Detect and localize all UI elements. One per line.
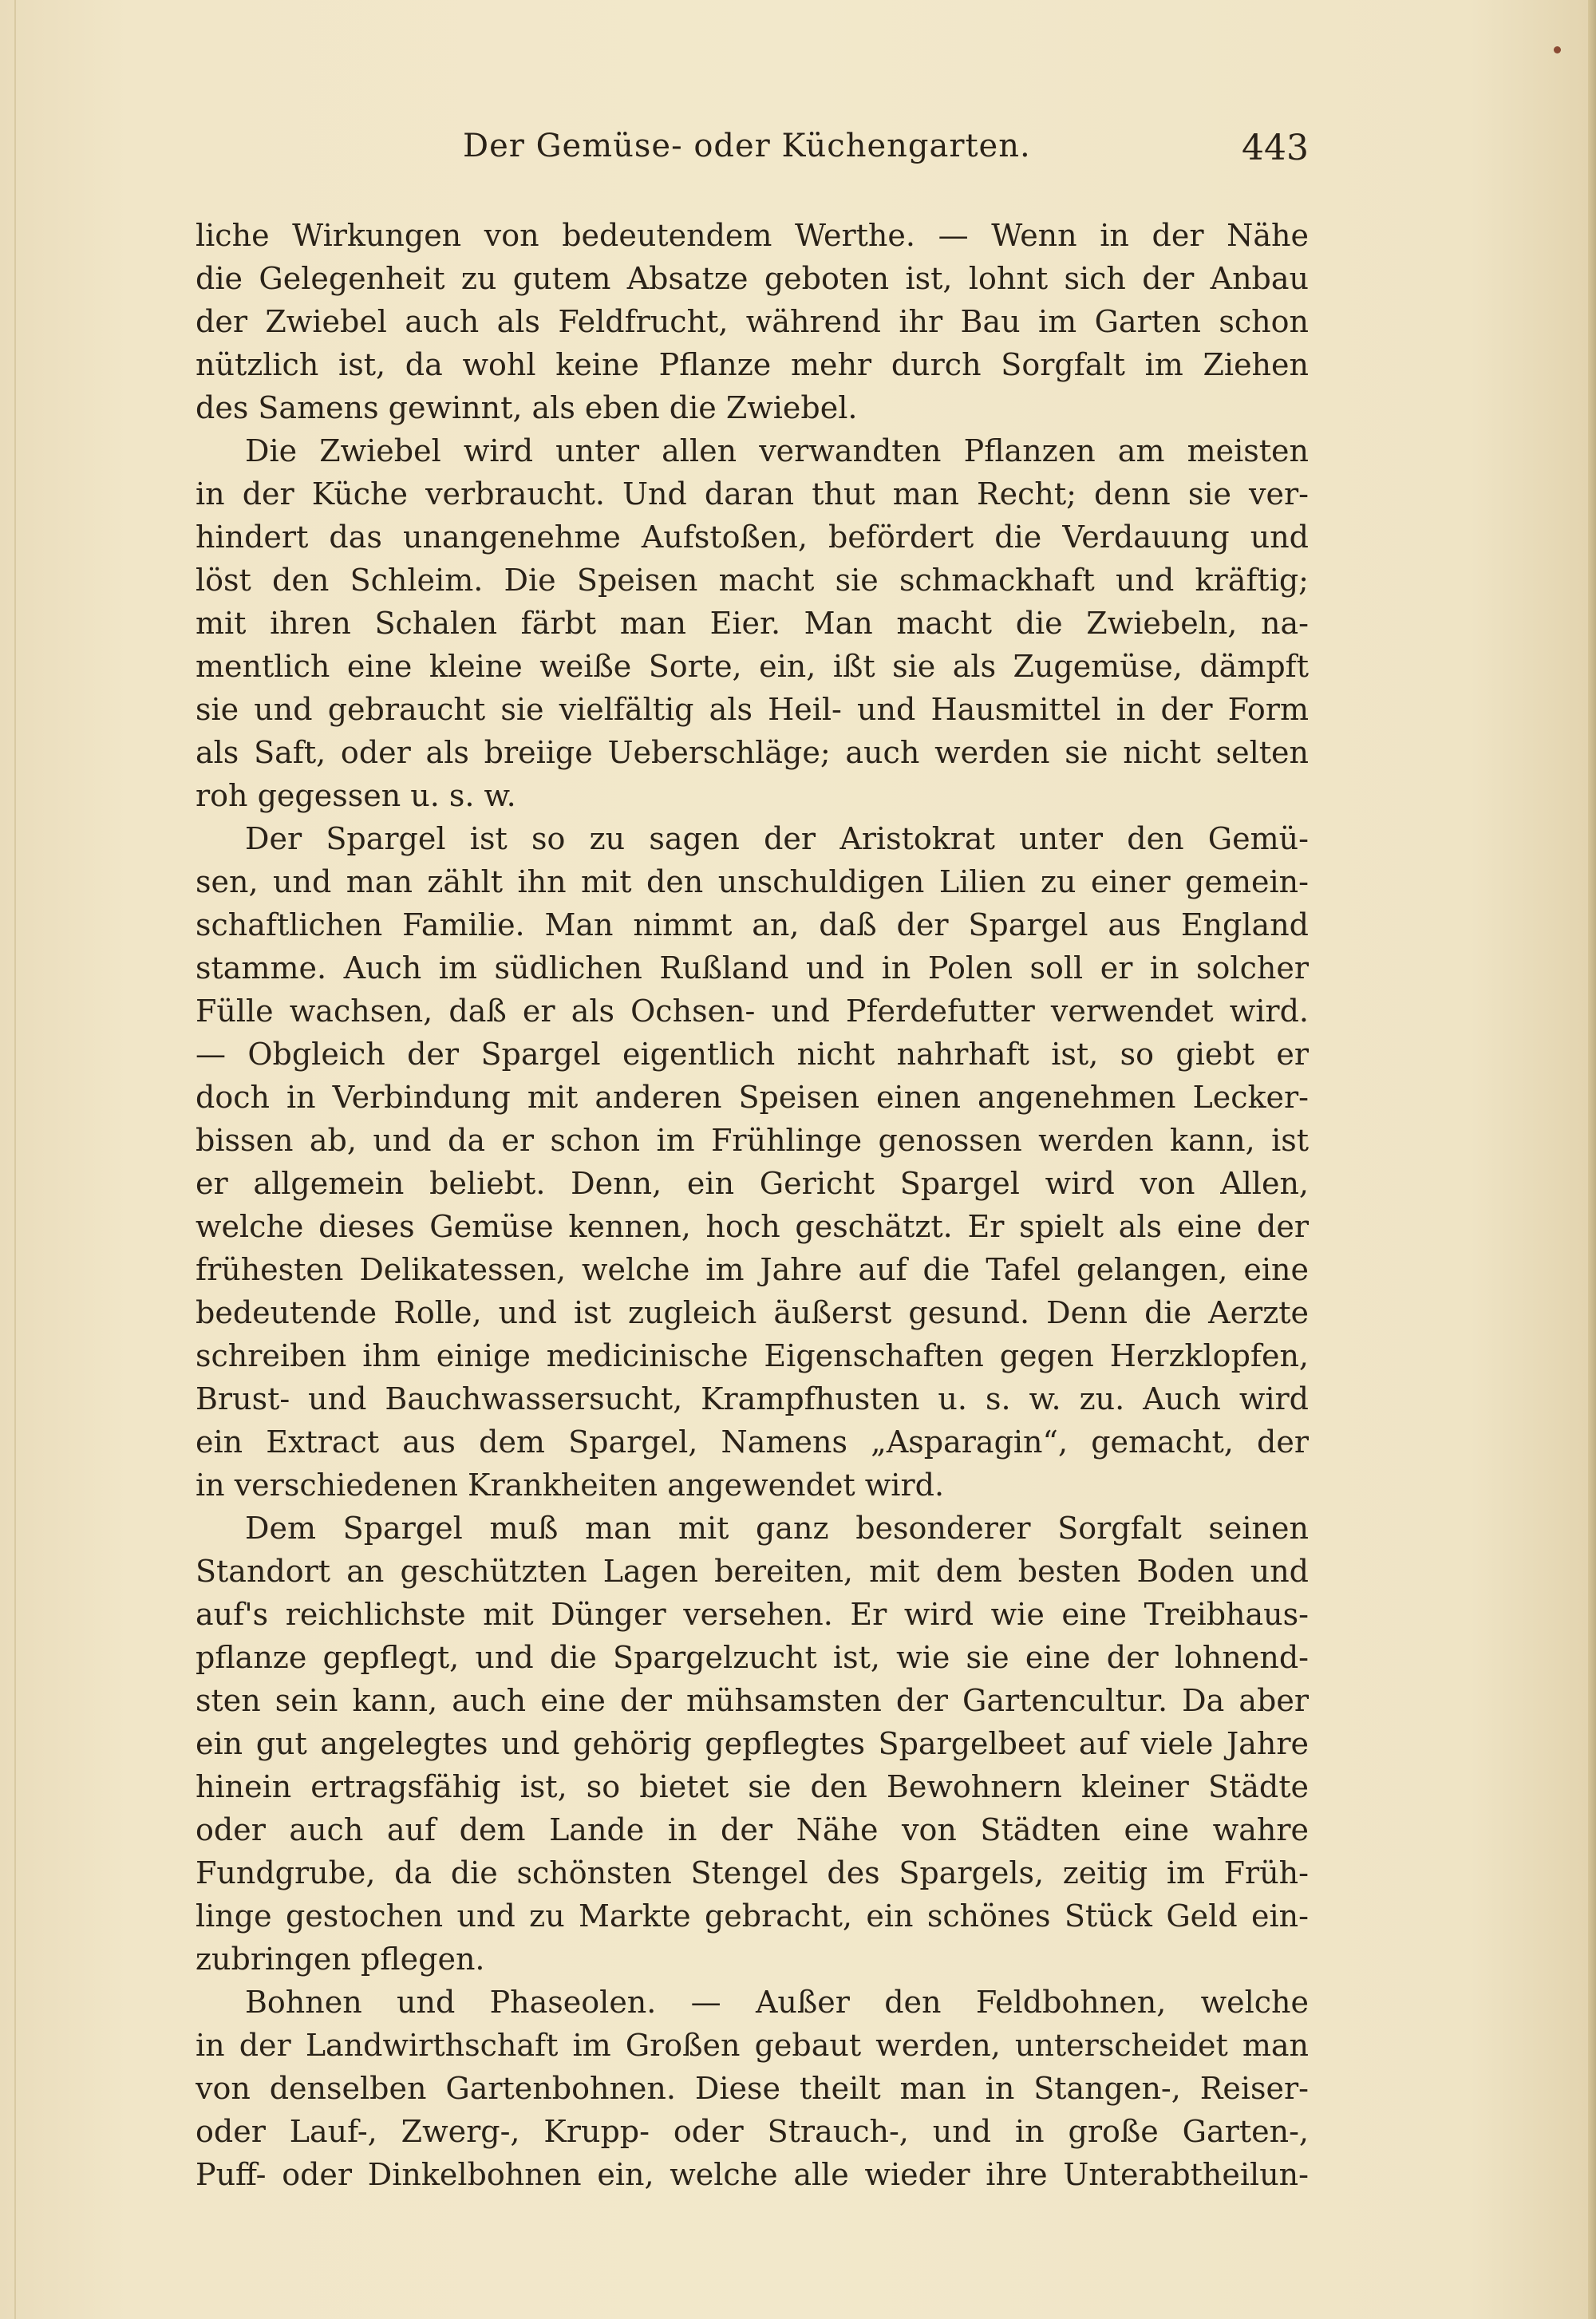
page-header [196,128,1309,184]
ink-spot [1554,46,1561,53]
text-line: Fülle wachsen, daß er als Ochsen- und Pferdefutter verwendet wird. [196,994,1309,1029]
text-line: mit ihren Schalen färbt man Eier. Man macht die Zwiebeln, na- [196,606,1309,641]
text-line: oder Lauf-, Zwerg-, Krupp- oder Strauch-, und in große Garten-, [196,2114,1309,2149]
text-line: zubringen pflegen. [196,1942,485,1977]
text-line: ein Extract aus dem Spargel, Namens „Asparagin“, gemacht, der [196,1424,1309,1460]
text-line: sten sein kann, auch eine der mühsamsten der Gartencultur. Da aber [196,1683,1309,1718]
text-line: Brust- und Bauchwassersucht, Krampfhusten u. s. w. zu. Auch wird [196,1381,1309,1416]
text-line: stamme. Auch im südlichen Rußland und in Polen soll er in solcher [196,950,1309,986]
text-line: hindert das unangenehme Aufstoßen, befördert die Verdauung und [196,520,1309,555]
text-line: ein gut angelegtes und gehörig gepflegtes Spargelbeet auf viele Jahre [196,1726,1309,1761]
text-line: Fundgrube, da die schönsten Stengel des Spargels, zeitig im Früh- [196,1855,1309,1890]
text-line: linge gestochen und zu Markte gebracht, ein schönes Stück Geld ein- [196,1898,1309,1934]
text-line: in verschiedenen Krankheiten angewendet wird. [196,1468,945,1503]
paragraph-start-line: Dem Spargel muß man mit ganz besonderer Sorgfalt seinen [245,1511,1309,1546]
text-line: liche Wirkungen von bedeutendem Werthe. — Wenn in der Nähe [196,218,1309,253]
text-line: nützlich ist, da wohl keine Pflanze mehr durch Sorgfalt im Ziehen [196,347,1309,382]
text-line: der Zwiebel auch als Feldfrucht, während ihr Bau im Garten schon [196,304,1309,339]
text-line: auf's reichlichste mit Dünger versehen. Er wird wie eine Treibhaus- [196,1597,1309,1632]
text-line: Puff- oder Dinkelbohnen ein, welche alle wieder ihre Unterabtheilun- [196,2157,1309,2192]
text-line: sen, und man zählt ihn mit den unschuldigen Lilien zu einer gemein- [196,864,1309,899]
text-line: doch in Verbindung mit anderen Speisen einen angenehmen Lecker- [196,1080,1309,1115]
text-line: pflanze gepflegt, und die Spargelzucht ist, wie sie eine der lohnend- [196,1640,1309,1675]
text-line: sie und gebraucht sie vielfältig als Heil- und Hausmittel in der Form [196,692,1309,727]
text-line: oder auch auf dem Lande in der Nähe von Städten eine wahre [196,1812,1309,1847]
text-line: roh gegessen u. s. w. [196,778,516,813]
text-line: — Obgleich der Spargel eigentlich nicht nahrhaft ist, so giebt er [196,1037,1309,1072]
text-line: in der Landwirthschaft im Großen gebaut werden, unterscheidet man [196,2028,1309,2063]
text-line: mentlich eine kleine weiße Sorte, ein, ißt sie als Zugemüse, dämpft [196,649,1309,684]
text-line: er allgemein beliebt. Denn, ein Gericht Spargel wird von Allen, [196,1166,1309,1201]
page-number: 443 [1242,128,1309,168]
text-line: Standort an geschützten Lagen bereiten, mit dem besten Boden und [196,1554,1309,1589]
paragraph-start-line: Der Spargel ist so zu sagen der Aristokrat unter den Gemü- [245,821,1309,856]
text-line: bissen ab, und da er schon im Frühlinge genossen werden kann, ist [196,1123,1309,1158]
text-line: des Samens gewinnt, als eben die Zwiebel. [196,390,858,425]
book-spine-edge [1588,0,1596,2319]
text-line: welche dieses Gemüse kennen, hoch geschätzt. Er spielt als eine der [196,1209,1309,1244]
page-edge [14,0,16,2319]
body-text [196,214,1309,2196]
text-line: schreiben ihm einige medicinische Eigenschaften gegen Herzklopfen, [196,1338,1309,1373]
text-line: hinein ertragsfähig ist, so bietet sie den Bewohnern kleiner Städte [196,1769,1309,1804]
text-line: schaftlichen Familie. Man nimmt an, daß der Spargel aus England [196,907,1309,942]
text-line: bedeutende Rolle, und ist zugleich äußerst gesund. Denn die Aerzte [196,1295,1309,1330]
text-line: von denselben Gartenbohnen. Diese theilt man in Stangen-, Reiser- [196,2071,1309,2106]
paragraph-start-line: Bohnen und Phaseolen. — Außer den Feldbohnen, welche [245,1985,1309,2020]
text-line: die Gelegenheit zu gutem Absatze geboten ist, lohnt sich der Anbau [196,261,1309,296]
text-line: löst den Schleim. Die Speisen macht sie schmackhaft und kräftig; [196,563,1309,598]
paragraph-start-line: Die Zwiebel wird unter allen verwandten Pflanzen am meisten [245,433,1309,468]
text-line: als Saft, oder als breiige Ueberschläge; auch werden sie nicht selten [196,735,1309,770]
text-line: in der Küche verbraucht. Und daran thut man Recht; denn sie ver- [196,476,1309,512]
text-line: frühesten Delikatessen, welche im Jahre auf die Tafel gelangen, eine [196,1252,1309,1287]
running-title: Der Gemüse- oder Küchengarten. [463,128,1031,164]
